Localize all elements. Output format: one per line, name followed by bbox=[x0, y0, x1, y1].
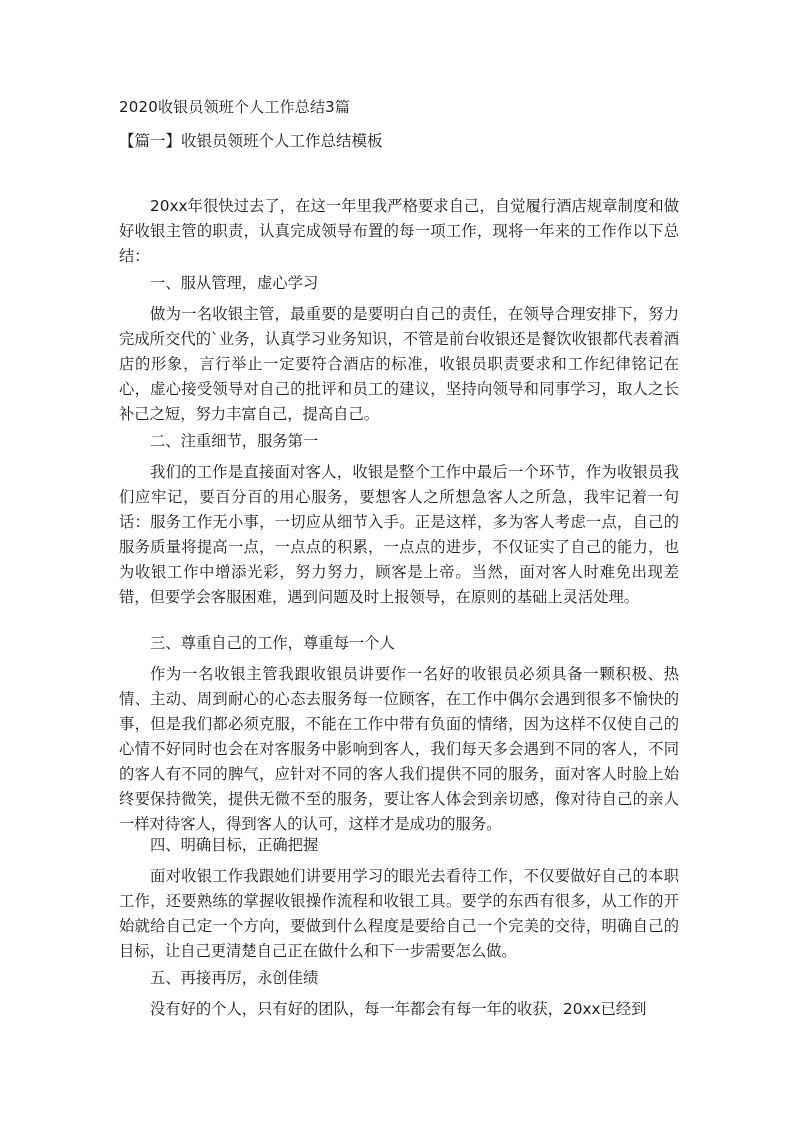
section-4-paragraph: 面对收银工作我跟她们讲要用学习的眼光去看待工作，不仅要做好自己的本职工作，还要熟练的掌握收银操作流程和收银工具。要学的东西有很多，从工作的开始就给自己定一个方向，要做到什么程度是要给自己一个完美的交待，明确自己的目标，让自己更清楚自己正在做什么和下一步需要怎么做。 bbox=[119, 867, 679, 960]
section-2-paragraph: 我们的工作是直接面对客人，收银是整个工作中最后一个环节，作为收银员我们应牢记，要百分百的用心服务，要想客人之所想急客人之所急，我牢记着一句话：服务工作无小事，一切应从细节入手。正是这样，多为客人考虑一点，自己的服务质量将提高一点，一点点的积累，一点点的进步，不仅证实了自己的能力，也为收银工作中增添光彩，努力努力，顾客是上帝。当然，面对客人时难免出现差错，但要学会客服困难，遇到问题及时上报领导，在原则的基础上灵活处理。 bbox=[119, 463, 679, 606]
section-1-paragraph: 做为一名收银主管，最重要的是要明白自己的责任，在领导合理安排下，努力完成所交代的`业务，认真学习业务知识，不管是前台收银还是餐饮收银都代表着酒店的形象，言行举止一定要符合酒店的标准，收银员职责要求和工作纪律铭记在心，虚心接受领导对自己的批评和员工的建议，坚持向领导和同事学习，取人之长补己之短，努力丰富自己，提高自己。 bbox=[119, 305, 679, 423]
section-1-heading: 一、服从管理，虚心学习 bbox=[150, 274, 319, 292]
chapter-title: 【篇一】收银员领班个人工作总结模板 bbox=[119, 132, 383, 150]
section-5-paragraph: 没有好的个人，只有好的团队，每一年都会有每一年的收获，20xx已经到 bbox=[150, 1000, 647, 1018]
section-5-heading: 五、再接再厉，永创佳绩 bbox=[150, 969, 319, 987]
section-2-heading: 二、注重细节，服务第一 bbox=[150, 432, 319, 450]
section-3-heading: 三、尊重自己的工作，尊重每一个人 bbox=[150, 634, 395, 652]
document-title: 2020收银员领班个人工作总结3篇 bbox=[119, 98, 351, 116]
intro-paragraph: 20xx年很快过去了，在这一年里我严格要求自己，自觉履行酒店规章制度和做好收银主管的职责，认真完成领导布置的每一项工作，现将一年来的工作作以下总结： bbox=[119, 197, 679, 265]
section-3-paragraph: 作为一名收银主管我跟收银员讲要作一名好的收银员必须具备一颗积极、热情、主动、周到耐心的心态去服务每一位顾客，在工作中偶尔会遇到很多不愉快的事，但是我们都必须克服，不能在工作中带有负面的情绪，因为这样不仅使自己的心情不好同时也会在对客服务中影响到客人，我们每天多会遇到不同的客人，不同的客人有不同的脾气，应针对不同的客人我们提供不同的服务，面对客人时脸上始终要保持微笑，提供无微不至的服务，要让客人体会到亲切感，像对待自己的亲人一样对待客人，得到客人的认可，这样才是成功的服务。 bbox=[119, 665, 679, 833]
section-4-heading: 四、明确目标，正确把握 bbox=[150, 836, 319, 854]
